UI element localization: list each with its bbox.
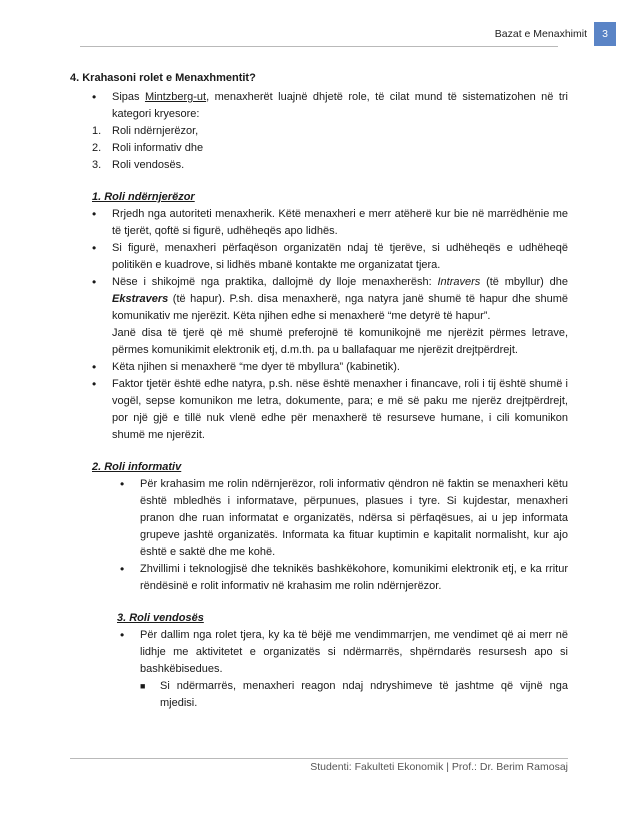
header-title: Bazat e Menaxhimit <box>494 28 587 40</box>
bullet-icon: • <box>120 562 125 576</box>
paragraph-continuation: Janë disa të tjerë që më shumë preferojnë të komunikojnë me njerëzit përmes letrave, përmes komunikimit elektronik etj, d.m.th. pa u ballafaquar me njerëzit drejtpërdrejt. <box>112 327 568 356</box>
list-item: ■ Si ndërmarrës, menaxheri reagon ndaj ndryshimeve të jashtme që vijnë nga mjedisi. <box>140 680 568 709</box>
header-rule <box>80 46 558 47</box>
page-number-badge: 3 <box>594 22 616 46</box>
bullet-icon: • <box>92 90 97 104</box>
ekstravers-term: Ekstravers <box>112 293 169 305</box>
list-item: 2. Roli informativ dhe <box>92 142 204 154</box>
section-title-decisional: 3. Roli vendosës <box>117 612 204 624</box>
page-header <box>495 22 616 46</box>
question-title: 4. Krahasoni rolet e Menaxhmentit? <box>70 72 256 84</box>
list-item: • Nëse i shikojmë nga praktika, dallojmë dy lloje menaxherësh: Intravers (të mbyllur) dhe Ekstravers (të hapur). P.sh. disa menaxherë, nga natyra janë shumë të hapur dhe shumë komunikativ me njerëzit. Këta njihen edhe si menaxherë “me detyrë të hapur”. <box>92 275 568 322</box>
list-item: • Sipas Mintzberg-ut, menaxherët luajnë dhjetë role, të cilat mund të sistematizohen në tri kategori kryesore: <box>92 90 569 120</box>
intravers-term: Intravers <box>437 276 481 288</box>
list-item: 3. Roli vendosës. <box>92 159 185 171</box>
list-item: • Zhvillimi i teknologjisë dhe teknikës bashkëkohore, komunikimi elektronik etj, e ka rritur rëndësinë e rolit informativ në krahasim me rolin ndërnjerëzor. <box>120 562 568 592</box>
list-item: • Këta njihen si menaxherë “me dyer të mbyllura” (kabinetik). <box>92 360 400 374</box>
bullet-icon: • <box>92 275 97 289</box>
list-item: • Për dallim nga rolet tjera, ky ka të bëjë me vendimmarrjen, me vendimet që ai merr në lidhje me aktivitetet e organizatës si ndërmarrës, shpërndarës resursesh apo si bashkëbisedues. <box>120 628 568 675</box>
mintzberg-reference: Mintzberg-ut <box>144 91 207 103</box>
bullet-icon: • <box>120 477 125 491</box>
list-item: 1. Roli ndërnjerëzor, <box>92 125 199 137</box>
page-footer: Studenti: Fakulteti Ekonomik | Prof.: Dr. Berim Ramosaj <box>310 761 568 773</box>
list-item: • Faktor tjetër është edhe natyra, p.sh. nëse është menaxher i financave, roli i tij është shumë i vogël, sepse komunikon me letra, dokumente, para; e më së paku me njerëz drejtpërdrejt, por një gjë e tillë nuk vlenë edhe për menaxherë të resurseve humane, i cili komunikon shumë me njerëzit. <box>92 377 568 441</box>
bullet-icon: • <box>92 207 97 221</box>
bullet-icon: • <box>120 628 125 642</box>
list-item: • Për krahasim me rolin ndërnjerëzor, roli informativ qëndron në faktin se menaxheri këtu është mbledhës i informatave, përpunues, plasues i tyre. Si kujdestar, menaxheri pranon dhe ruan informatat e organizatës, ndërsa si përfaqësues, ai u jep informata grupeve jashtë organizatës. Informata ka fituar kuptimin e kapitalit normalisht, kur ajo është e saktë dhe me kohë. <box>120 477 568 558</box>
bullet-icon: • <box>92 241 97 255</box>
section-title-informational: 2. Roli informativ <box>92 461 182 473</box>
list-item: • Si figurë, menaxheri përfaqëson organizatën ndaj të tjerëve, si udhëheqës e udhëheqë politikën e kuadrove, si lidhës mbanë kontakte me organizatat tjera. <box>92 241 568 271</box>
section-title-interpersonal: 1. Roli ndërnjerëzor <box>92 191 195 203</box>
bullet-icon: • <box>92 360 97 374</box>
list-item: • Rrjedh nga autoriteti menaxherik. Këtë menaxheri e merr atëherë kur bie në marrëdhënie me të tjerët, qoftë si figurë, udhëheqës apo lidhës. <box>92 207 568 237</box>
square-bullet-icon: ■ <box>140 681 146 691</box>
footer-rule <box>70 758 568 759</box>
bullet-icon: • <box>92 377 97 391</box>
main-content <box>70 70 568 712</box>
